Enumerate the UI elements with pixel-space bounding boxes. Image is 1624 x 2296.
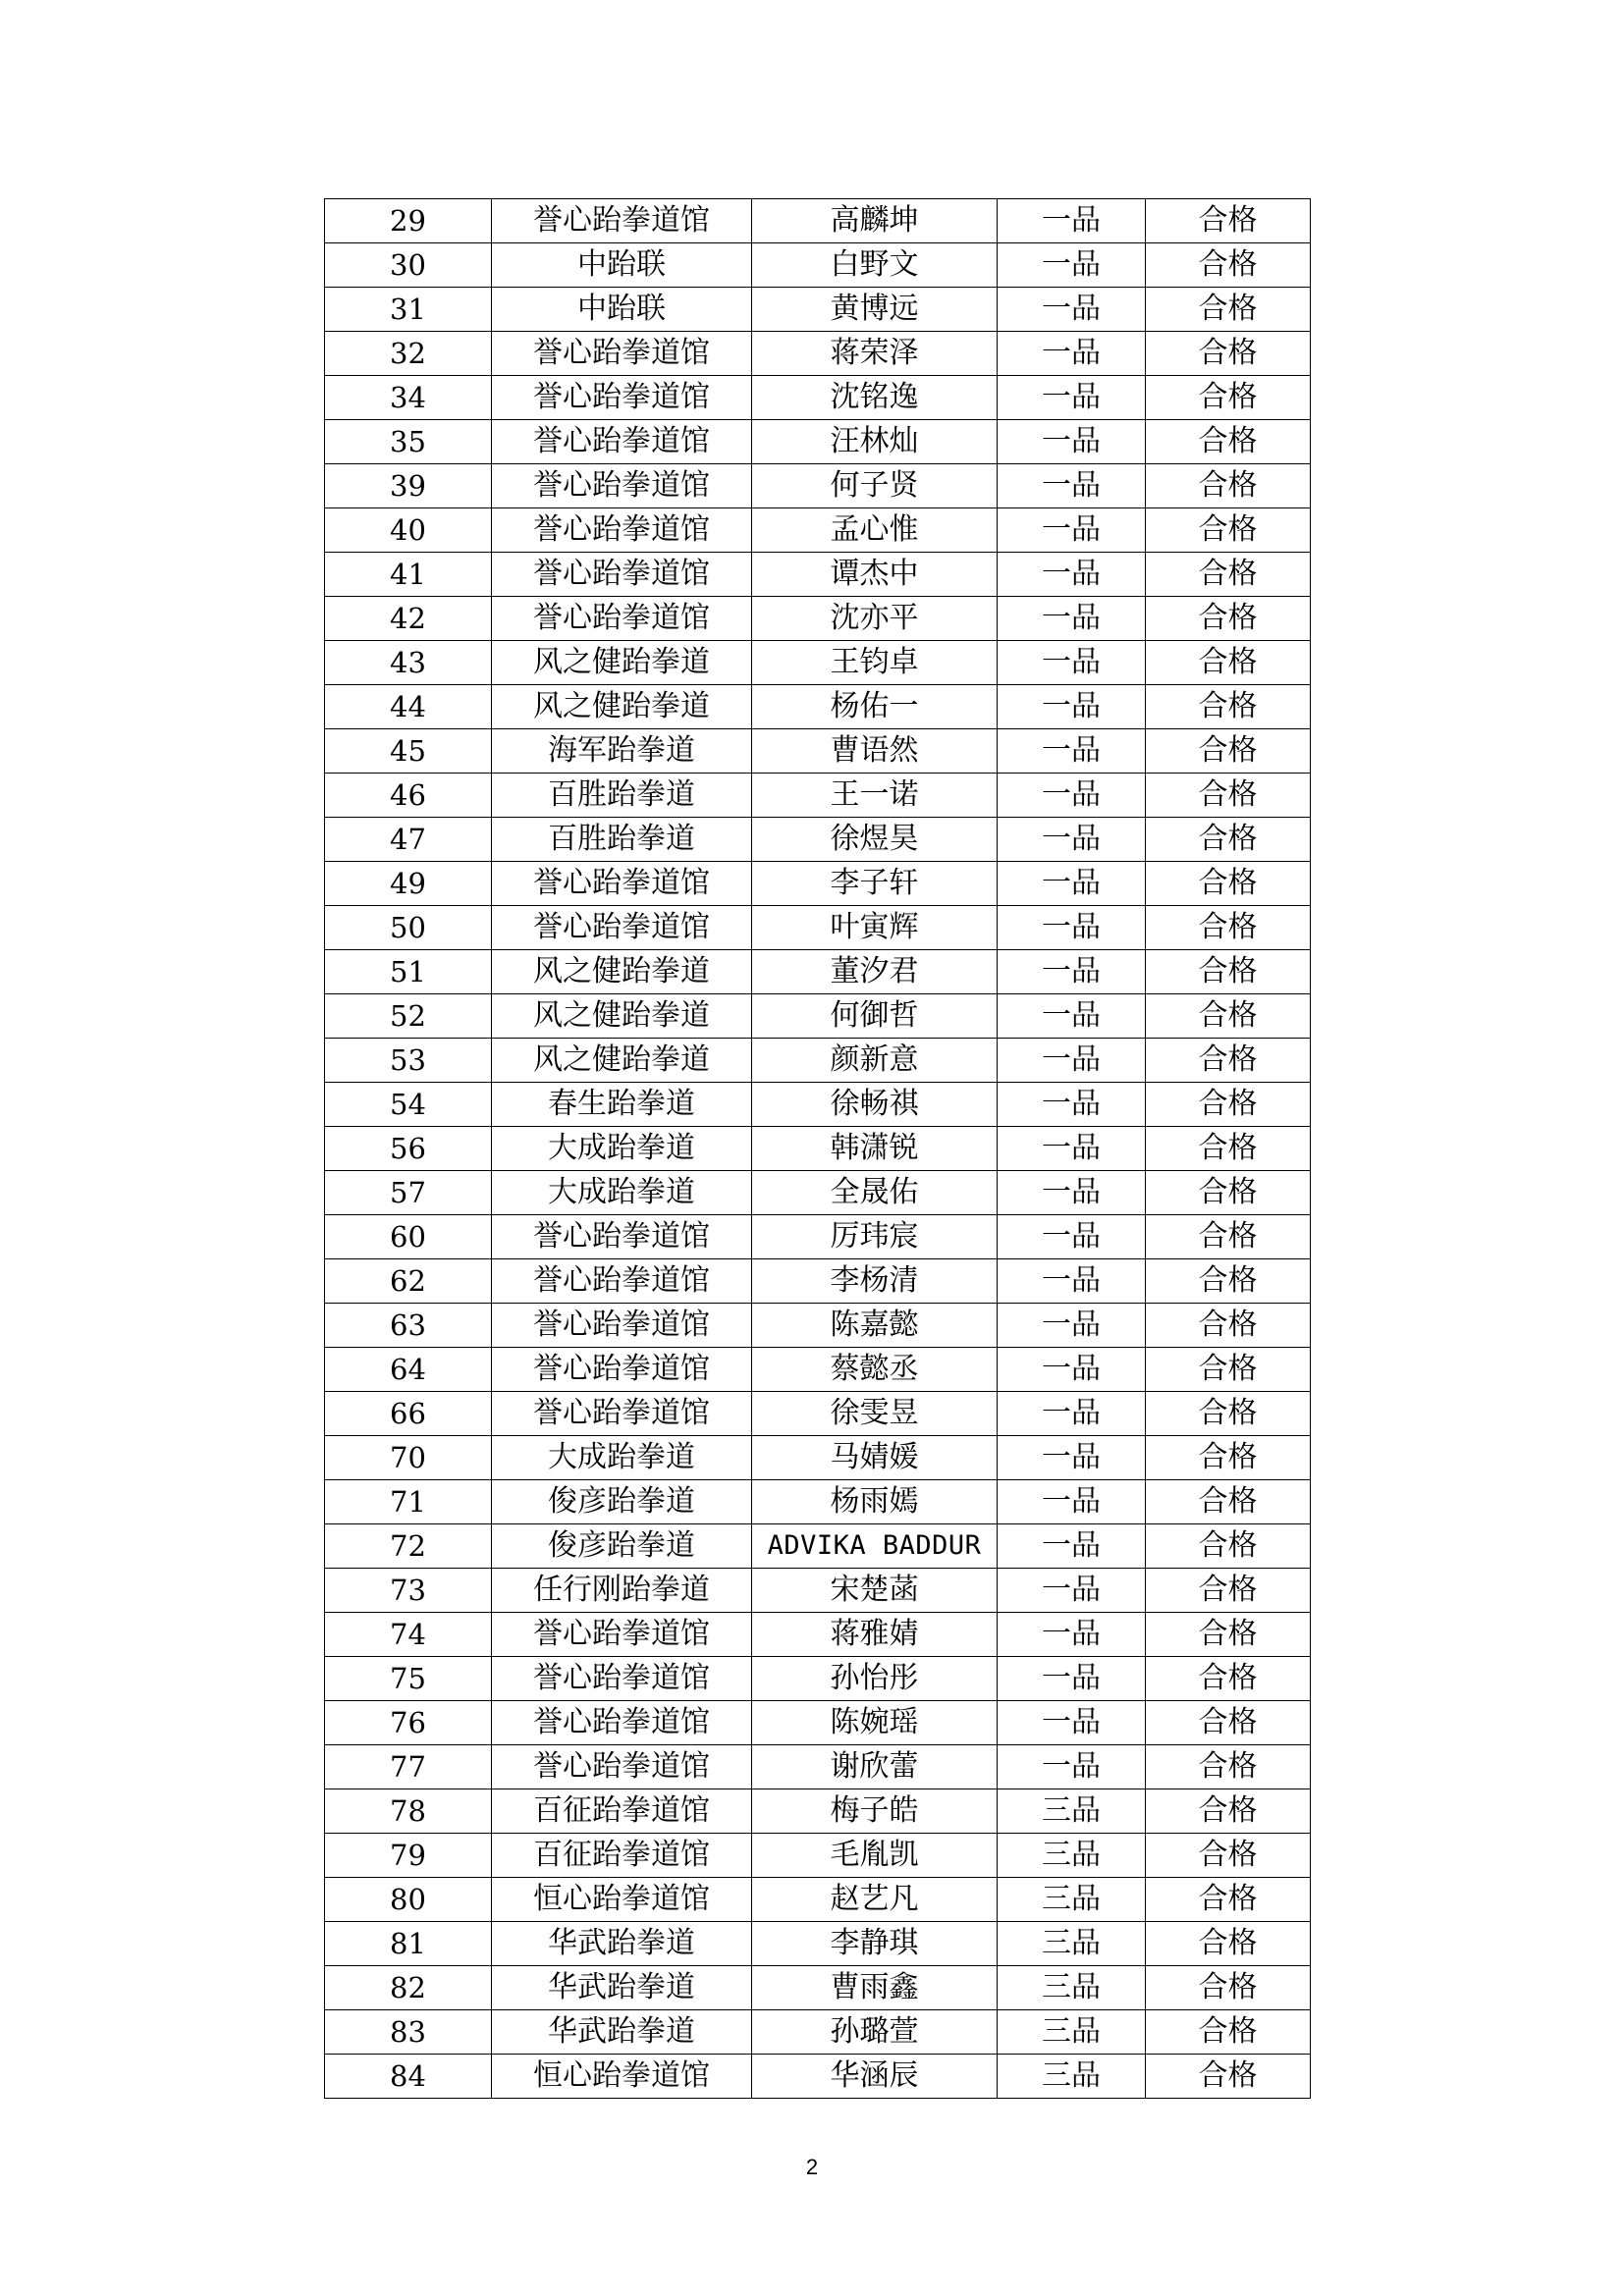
cell-level: 一品 <box>998 288 1146 332</box>
cell-result: 合格 <box>1146 1480 1311 1524</box>
table-row <box>325 597 1311 641</box>
cell-name: 全晟佑 <box>752 1171 998 1215</box>
cell-club: 华武跆拳道 <box>492 1922 752 1966</box>
cell-level: 三品 <box>998 1834 1146 1878</box>
cell-club: 华武跆拳道 <box>492 2010 752 2055</box>
cell-level: 一品 <box>998 1701 1146 1745</box>
table-row <box>325 1966 1311 2010</box>
cell-number: 30 <box>325 243 492 288</box>
cell-name: 赵艺凡 <box>752 1878 998 1922</box>
cell-level: 一品 <box>998 685 1146 729</box>
cell-result: 合格 <box>1146 199 1311 243</box>
cell-name: 杨雨嫣 <box>752 1480 998 1524</box>
cell-name: 李杨清 <box>752 1259 998 1304</box>
cell-name: 谢欣蕾 <box>752 1745 998 1789</box>
cell-club: 华武跆拳道 <box>492 1966 752 2010</box>
table-row <box>325 1878 1311 1922</box>
cell-result: 合格 <box>1146 508 1311 553</box>
cell-number: 32 <box>325 332 492 376</box>
cell-name: 沈亦平 <box>752 597 998 641</box>
cell-name: 梅子皓 <box>752 1789 998 1834</box>
cell-club: 誉心跆拳道馆 <box>492 376 752 420</box>
table-row <box>325 1392 1311 1436</box>
table-row <box>325 1569 1311 1613</box>
cell-number: 47 <box>325 818 492 862</box>
cell-result: 合格 <box>1146 420 1311 464</box>
cell-number: 84 <box>325 2055 492 2099</box>
table-row <box>325 994 1311 1039</box>
cell-level: 一品 <box>998 332 1146 376</box>
cell-result: 合格 <box>1146 1304 1311 1348</box>
table-row <box>325 1745 1311 1789</box>
table-row <box>325 332 1311 376</box>
cell-number: 77 <box>325 1745 492 1789</box>
cell-name: 王钧卓 <box>752 641 998 685</box>
cell-name: 蒋雅婧 <box>752 1613 998 1657</box>
cell-name: 孙怡彤 <box>752 1657 998 1701</box>
cell-name: 陈婉瑶 <box>752 1701 998 1745</box>
cell-club: 风之健跆拳道 <box>492 685 752 729</box>
cell-result: 合格 <box>1146 862 1311 906</box>
cell-club: 恒心跆拳道馆 <box>492 2055 752 2099</box>
cell-club: 誉心跆拳道馆 <box>492 332 752 376</box>
cell-level: 一品 <box>998 553 1146 597</box>
cell-level: 一品 <box>998 1480 1146 1524</box>
cell-result: 合格 <box>1146 1701 1311 1745</box>
cell-level: 一品 <box>998 1259 1146 1304</box>
cell-number: 73 <box>325 1569 492 1613</box>
cell-level: 一品 <box>998 729 1146 774</box>
cell-club: 恒心跆拳道馆 <box>492 1878 752 1922</box>
cell-name: 杨佑一 <box>752 685 998 729</box>
cell-result: 合格 <box>1146 1657 1311 1701</box>
cell-level: 一品 <box>998 1039 1146 1083</box>
cell-result: 合格 <box>1146 2010 1311 2055</box>
cell-club: 誉心跆拳道馆 <box>492 597 752 641</box>
page-number: 2 <box>805 2155 819 2179</box>
cell-number: 31 <box>325 288 492 332</box>
cell-number: 35 <box>325 420 492 464</box>
cell-number: 72 <box>325 1524 492 1569</box>
cell-result: 合格 <box>1146 685 1311 729</box>
cell-name: 白野文 <box>752 243 998 288</box>
cell-level: 三品 <box>998 1966 1146 2010</box>
cell-result: 合格 <box>1146 2055 1311 2099</box>
cell-number: 29 <box>325 199 492 243</box>
cell-club: 誉心跆拳道馆 <box>492 553 752 597</box>
cell-result: 合格 <box>1146 1745 1311 1789</box>
cell-level: 一品 <box>998 641 1146 685</box>
cell-club: 百胜跆拳道 <box>492 774 752 818</box>
cell-level: 一品 <box>998 508 1146 553</box>
cell-club: 百征跆拳道馆 <box>492 1789 752 1834</box>
cell-club: 誉心跆拳道馆 <box>492 906 752 950</box>
cell-name: 王一诺 <box>752 774 998 818</box>
table-row <box>325 1215 1311 1259</box>
cell-result: 合格 <box>1146 1834 1311 1878</box>
cell-club: 誉心跆拳道馆 <box>492 420 752 464</box>
table-row <box>325 1701 1311 1745</box>
cell-name: 华涵辰 <box>752 2055 998 2099</box>
cell-number: 62 <box>325 1259 492 1304</box>
cell-club: 风之健跆拳道 <box>492 1039 752 1083</box>
cell-club: 俊彦跆拳道 <box>492 1480 752 1524</box>
cell-number: 44 <box>325 685 492 729</box>
table-row <box>325 420 1311 464</box>
cell-level: 一品 <box>998 376 1146 420</box>
cell-result: 合格 <box>1146 729 1311 774</box>
cell-number: 60 <box>325 1215 492 1259</box>
cell-result: 合格 <box>1146 553 1311 597</box>
cell-result: 合格 <box>1146 1259 1311 1304</box>
cell-name: 蒋荣泽 <box>752 332 998 376</box>
cell-result: 合格 <box>1146 906 1311 950</box>
cell-club: 春生跆拳道 <box>492 1083 752 1127</box>
cell-number: 75 <box>325 1657 492 1701</box>
cell-result: 合格 <box>1146 1083 1311 1127</box>
cell-level: 一品 <box>998 1392 1146 1436</box>
cell-level: 一品 <box>998 1127 1146 1171</box>
table-row <box>325 774 1311 818</box>
cell-name: 叶寅辉 <box>752 906 998 950</box>
cell-result: 合格 <box>1146 1922 1311 1966</box>
cell-number: 81 <box>325 1922 492 1966</box>
cell-number: 74 <box>325 1613 492 1657</box>
cell-name: 何子贤 <box>752 464 998 508</box>
table-row <box>325 1259 1311 1304</box>
table-row <box>325 1039 1311 1083</box>
cell-result: 合格 <box>1146 1039 1311 1083</box>
cell-level: 三品 <box>998 2055 1146 2099</box>
cell-club: 誉心跆拳道馆 <box>492 1215 752 1259</box>
cell-level: 一品 <box>998 774 1146 818</box>
table-row <box>325 1127 1311 1171</box>
cell-number: 51 <box>325 950 492 994</box>
cell-number: 63 <box>325 1304 492 1348</box>
cell-level: 一品 <box>998 1083 1146 1127</box>
cell-name: 蔡懿丞 <box>752 1348 998 1392</box>
cell-number: 43 <box>325 641 492 685</box>
table-row <box>325 950 1311 994</box>
cell-number: 79 <box>325 1834 492 1878</box>
cell-club: 大成跆拳道 <box>492 1127 752 1171</box>
cell-club: 百胜跆拳道 <box>492 818 752 862</box>
cell-name: 曹语然 <box>752 729 998 774</box>
cell-name: 徐畅祺 <box>752 1083 998 1127</box>
cell-number: 41 <box>325 553 492 597</box>
cell-level: 三品 <box>998 1878 1146 1922</box>
cell-club: 誉心跆拳道馆 <box>492 199 752 243</box>
cell-club: 中跆联 <box>492 243 752 288</box>
table-row <box>325 464 1311 508</box>
table-row <box>325 1524 1311 1569</box>
cell-name: 沈铭逸 <box>752 376 998 420</box>
cell-club: 誉心跆拳道馆 <box>492 1304 752 1348</box>
cell-number: 54 <box>325 1083 492 1127</box>
cell-result: 合格 <box>1146 1569 1311 1613</box>
table-row <box>325 906 1311 950</box>
cell-number: 64 <box>325 1348 492 1392</box>
cell-number: 70 <box>325 1436 492 1480</box>
cell-name: 毛胤凯 <box>752 1834 998 1878</box>
cell-level: 一品 <box>998 818 1146 862</box>
results-table-body <box>325 199 1311 2099</box>
table-row <box>325 288 1311 332</box>
cell-club: 风之健跆拳道 <box>492 950 752 994</box>
cell-club: 大成跆拳道 <box>492 1171 752 1215</box>
cell-level: 一品 <box>998 1613 1146 1657</box>
cell-name: 徐雯昱 <box>752 1392 998 1436</box>
cell-name: 孙璐萱 <box>752 2010 998 2055</box>
cell-name: 谭杰中 <box>752 553 998 597</box>
cell-club: 誉心跆拳道馆 <box>492 1745 752 1789</box>
cell-number: 57 <box>325 1171 492 1215</box>
cell-result: 合格 <box>1146 1436 1311 1480</box>
cell-level: 一品 <box>998 1348 1146 1392</box>
cell-result: 合格 <box>1146 1613 1311 1657</box>
cell-result: 合格 <box>1146 818 1311 862</box>
cell-result: 合格 <box>1146 1966 1311 2010</box>
table-row <box>325 818 1311 862</box>
cell-level: 一品 <box>998 994 1146 1039</box>
cell-number: 46 <box>325 774 492 818</box>
cell-number: 39 <box>325 464 492 508</box>
cell-result: 合格 <box>1146 1524 1311 1569</box>
table-row <box>325 1613 1311 1657</box>
cell-number: 53 <box>325 1039 492 1083</box>
cell-level: 一品 <box>998 464 1146 508</box>
cell-level: 一品 <box>998 199 1146 243</box>
cell-level: 一品 <box>998 906 1146 950</box>
cell-level: 三品 <box>998 1922 1146 1966</box>
cell-number: 83 <box>325 2010 492 2055</box>
cell-number: 50 <box>325 906 492 950</box>
table-row <box>325 376 1311 420</box>
table-row <box>325 2010 1311 2055</box>
cell-level: 一品 <box>998 1657 1146 1701</box>
table-row <box>325 1480 1311 1524</box>
cell-level: 一品 <box>998 1304 1146 1348</box>
table-row <box>325 729 1311 774</box>
cell-level: 一品 <box>998 1215 1146 1259</box>
cell-club: 誉心跆拳道馆 <box>492 508 752 553</box>
table-row <box>325 1083 1311 1127</box>
cell-club: 誉心跆拳道馆 <box>492 464 752 508</box>
cell-level: 一品 <box>998 420 1146 464</box>
cell-club: 大成跆拳道 <box>492 1436 752 1480</box>
cell-level: 一品 <box>998 243 1146 288</box>
cell-result: 合格 <box>1146 774 1311 818</box>
cell-number: 52 <box>325 994 492 1039</box>
table-row <box>325 1834 1311 1878</box>
cell-name: 宋楚菡 <box>752 1569 998 1613</box>
cell-number: 42 <box>325 597 492 641</box>
cell-number: 40 <box>325 508 492 553</box>
results-table <box>324 198 1311 2099</box>
cell-club: 俊彦跆拳道 <box>492 1524 752 1569</box>
cell-level: 三品 <box>998 2010 1146 2055</box>
table-row <box>325 243 1311 288</box>
cell-result: 合格 <box>1146 1215 1311 1259</box>
cell-result: 合格 <box>1146 1171 1311 1215</box>
cell-level: 一品 <box>998 1569 1146 1613</box>
cell-club: 誉心跆拳道馆 <box>492 1657 752 1701</box>
cell-name: 韩潇锐 <box>752 1127 998 1171</box>
cell-club: 誉心跆拳道馆 <box>492 1701 752 1745</box>
cell-name: 孟心惟 <box>752 508 998 553</box>
table-row <box>325 508 1311 553</box>
cell-name: 李静琪 <box>752 1922 998 1966</box>
cell-name: 何御哲 <box>752 994 998 1039</box>
cell-number: 78 <box>325 1789 492 1834</box>
cell-number: 56 <box>325 1127 492 1171</box>
cell-result: 合格 <box>1146 1392 1311 1436</box>
cell-result: 合格 <box>1146 376 1311 420</box>
cell-level: 一品 <box>998 1524 1146 1569</box>
cell-club: 中跆联 <box>492 288 752 332</box>
cell-number: 66 <box>325 1392 492 1436</box>
cell-level: 一品 <box>998 1745 1146 1789</box>
cell-result: 合格 <box>1146 1789 1311 1834</box>
table-row <box>325 1657 1311 1701</box>
cell-number: 82 <box>325 1966 492 2010</box>
cell-result: 合格 <box>1146 288 1311 332</box>
cell-number: 45 <box>325 729 492 774</box>
cell-club: 海军跆拳道 <box>492 729 752 774</box>
cell-name: 厉玮宸 <box>752 1215 998 1259</box>
cell-level: 一品 <box>998 1436 1146 1480</box>
cell-name: 董汐君 <box>752 950 998 994</box>
cell-club: 誉心跆拳道馆 <box>492 1392 752 1436</box>
cell-number: 49 <box>325 862 492 906</box>
cell-result: 合格 <box>1146 994 1311 1039</box>
cell-club: 风之健跆拳道 <box>492 994 752 1039</box>
cell-number: 80 <box>325 1878 492 1922</box>
cell-result: 合格 <box>1146 332 1311 376</box>
cell-name: 马婧媛 <box>752 1436 998 1480</box>
cell-name: 汪林灿 <box>752 420 998 464</box>
table-row <box>325 1789 1311 1834</box>
cell-result: 合格 <box>1146 464 1311 508</box>
table-row <box>325 641 1311 685</box>
cell-club: 风之健跆拳道 <box>492 641 752 685</box>
table-row <box>325 1304 1311 1348</box>
table-row <box>325 685 1311 729</box>
cell-result: 合格 <box>1146 641 1311 685</box>
table-row <box>325 862 1311 906</box>
cell-name: 徐煜昊 <box>752 818 998 862</box>
cell-name: ADVIKA BADDUR <box>752 1524 998 1569</box>
cell-result: 合格 <box>1146 950 1311 994</box>
cell-name: 曹雨鑫 <box>752 1966 998 2010</box>
table-row <box>325 553 1311 597</box>
table-row <box>325 199 1311 243</box>
cell-club: 誉心跆拳道馆 <box>492 1348 752 1392</box>
cell-name: 高麟坤 <box>752 199 998 243</box>
cell-name: 陈嘉懿 <box>752 1304 998 1348</box>
cell-club: 誉心跆拳道馆 <box>492 1613 752 1657</box>
cell-result: 合格 <box>1146 597 1311 641</box>
cell-result: 合格 <box>1146 1348 1311 1392</box>
cell-club: 誉心跆拳道馆 <box>492 862 752 906</box>
cell-result: 合格 <box>1146 243 1311 288</box>
cell-number: 34 <box>325 376 492 420</box>
cell-level: 一品 <box>998 862 1146 906</box>
cell-level: 一品 <box>998 597 1146 641</box>
cell-level: 三品 <box>998 1789 1146 1834</box>
cell-level: 一品 <box>998 1171 1146 1215</box>
cell-level: 一品 <box>998 950 1146 994</box>
table-row <box>325 2055 1311 2099</box>
cell-club: 百征跆拳道馆 <box>492 1834 752 1878</box>
table-row <box>325 1922 1311 1966</box>
cell-number: 76 <box>325 1701 492 1745</box>
cell-name: 黄博远 <box>752 288 998 332</box>
cell-name: 颜新意 <box>752 1039 998 1083</box>
table-row <box>325 1436 1311 1480</box>
table-row <box>325 1348 1311 1392</box>
cell-result: 合格 <box>1146 1127 1311 1171</box>
cell-club: 誉心跆拳道馆 <box>492 1259 752 1304</box>
cell-club: 任行刚跆拳道 <box>492 1569 752 1613</box>
table-row <box>325 1171 1311 1215</box>
cell-result: 合格 <box>1146 1878 1311 1922</box>
cell-number: 71 <box>325 1480 492 1524</box>
cell-name: 李子轩 <box>752 862 998 906</box>
